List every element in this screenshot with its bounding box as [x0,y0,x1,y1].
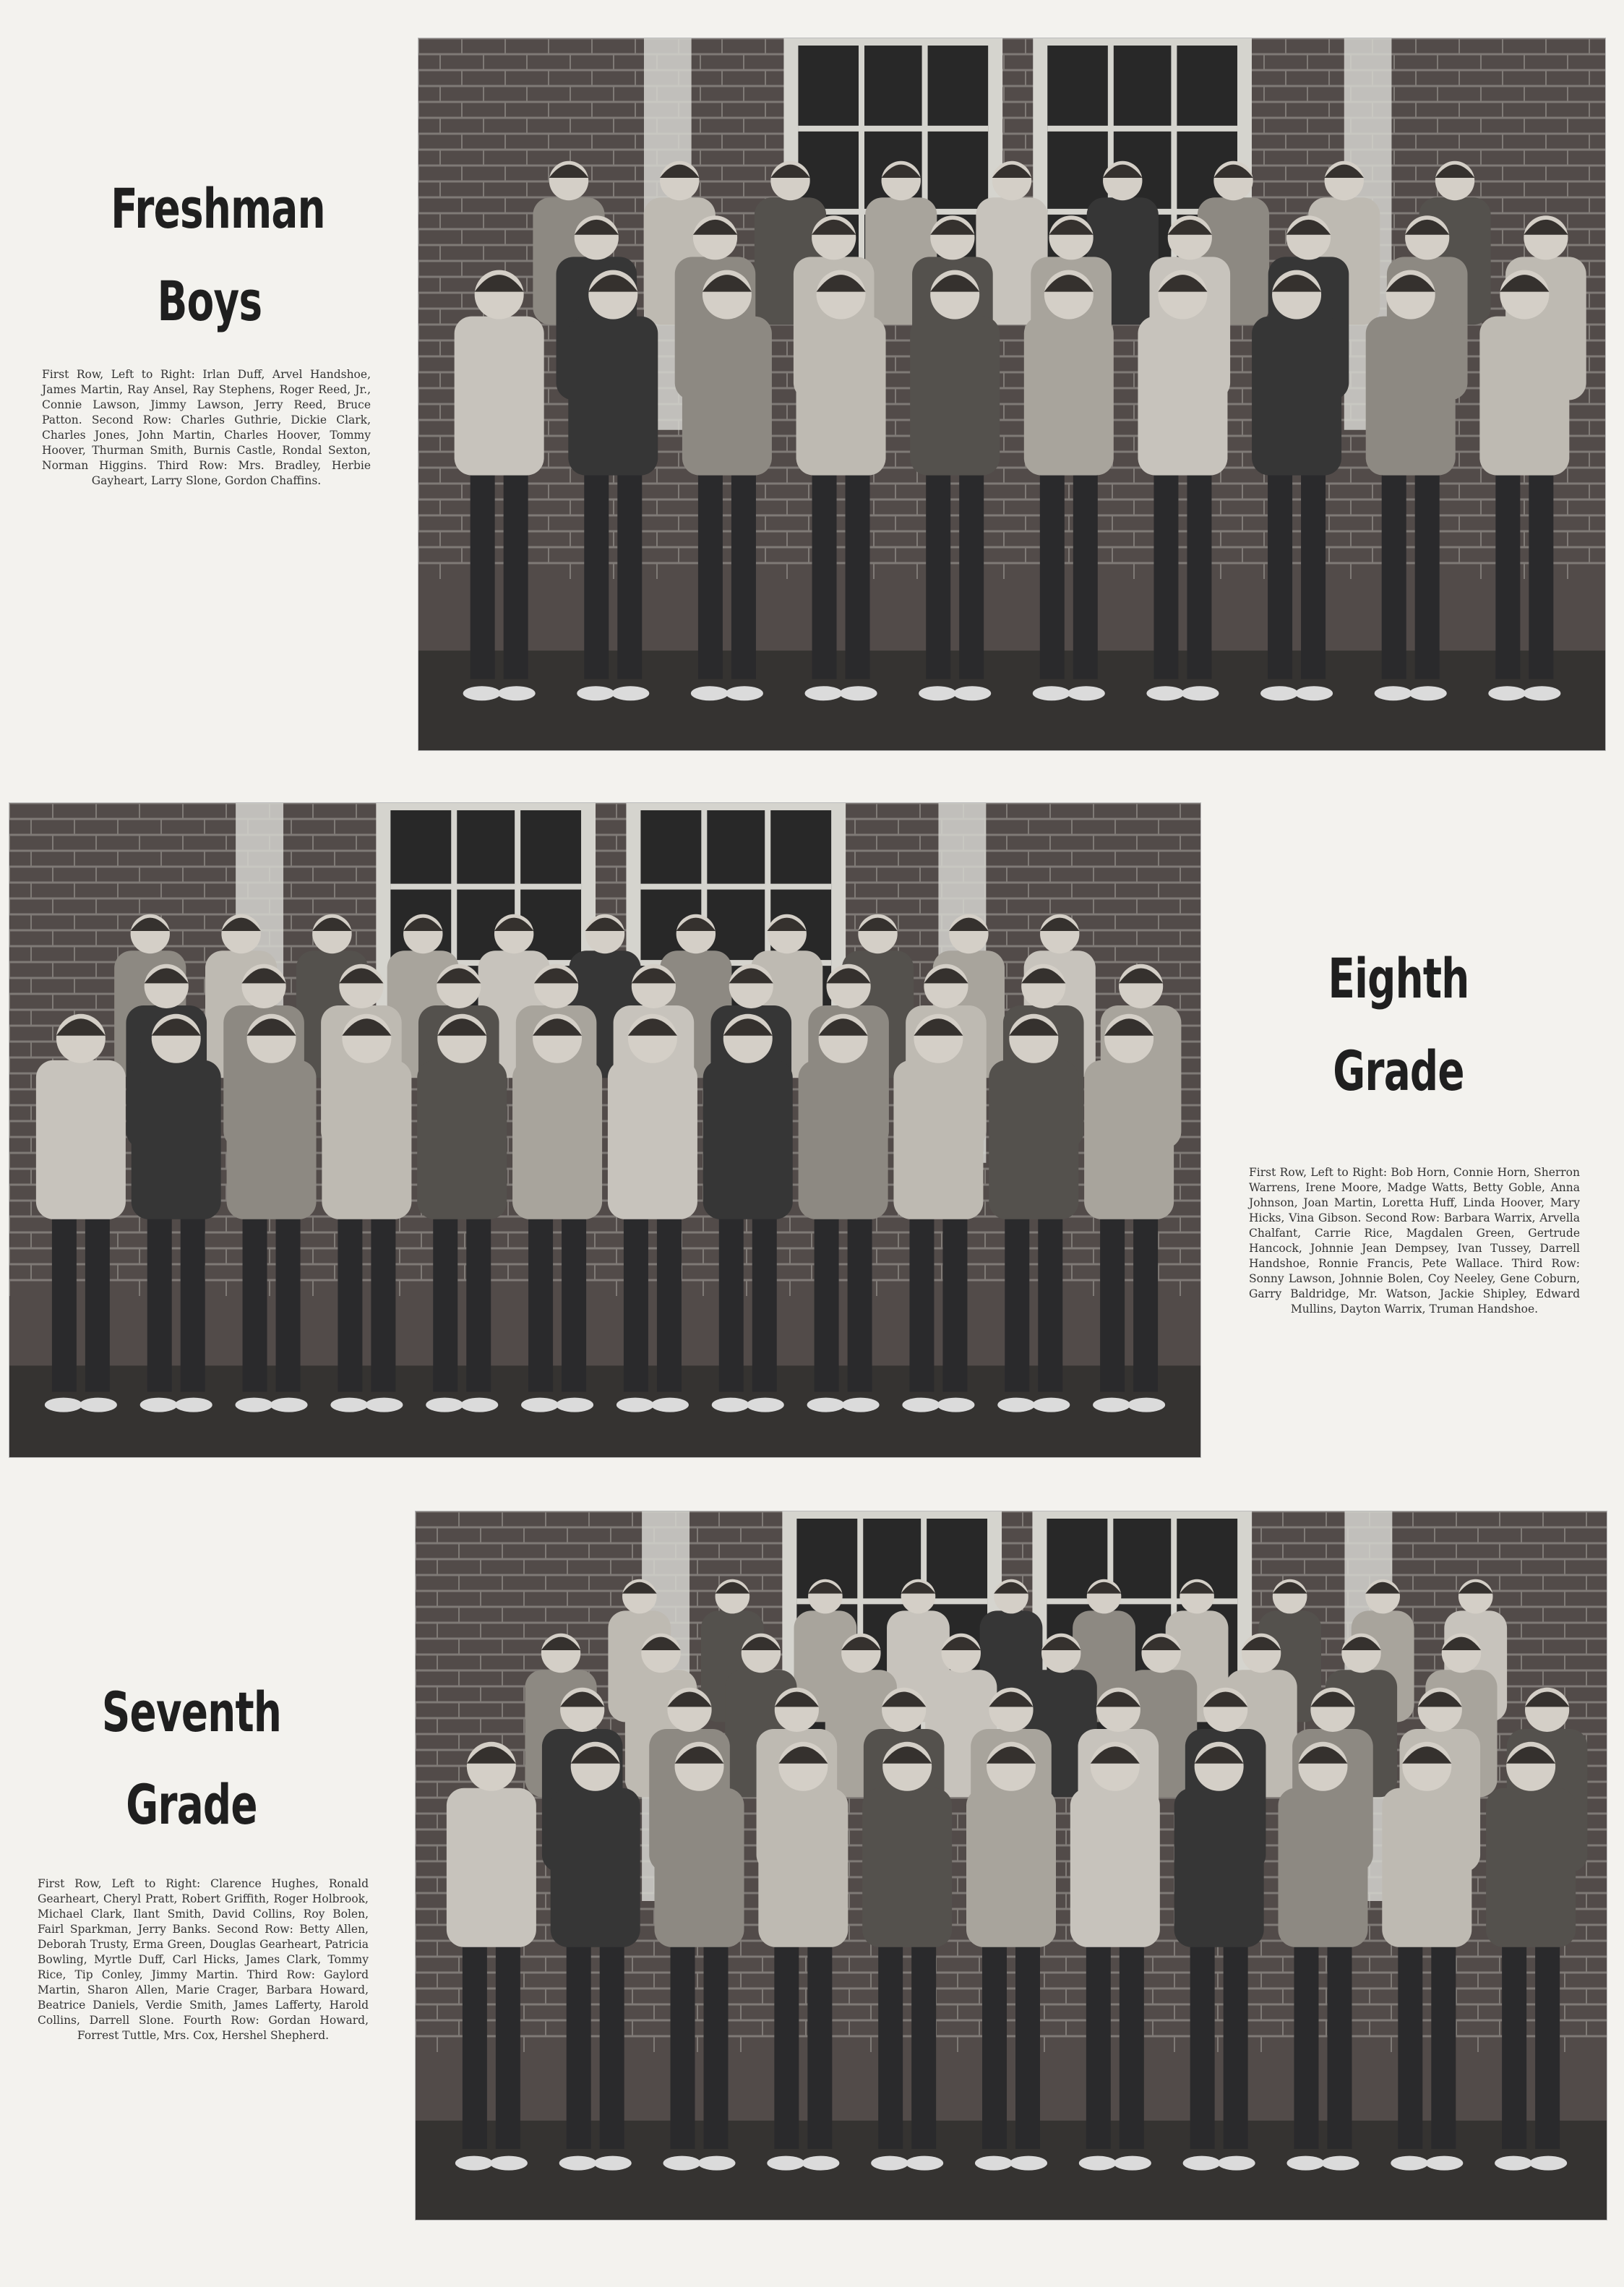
freshman-caption-text: First Row, Left to Right: Irlan Duff, Arvel Handshoe, James Martin, Ray Ansel, Ray Stephens, Roger Reed, Jr., Connie Lawson, Jimmy Lawson, Jerry Reed, Bruce Patton. Second Row: Charles Guthrie, Dickie Clark, Charles Jones, John Martin, Charles Hoover, Tommy Hoover, Thurman Smith, Burnis Castle, Rondal Sexton, Norman Higgins. Third Row: Mrs. Bradley, Herbie Gayheart, Larry Slone, Gordon Chaffins. [42,368,371,487]
seventh-photo-image [416,1511,1607,2220]
eighth-title [1294,932,1503,1117]
eighth-caption [1249,1165,1580,1317]
freshman-photo-image [418,38,1605,750]
seventh-caption [38,1876,369,2043]
freshman-caption [42,367,371,489]
eighth-title-line1: Eighth [1328,946,1469,1011]
freshman-title [111,163,325,348]
freshman-photo [418,38,1606,751]
seventh-photo [415,1511,1607,2221]
eighth-caption-text: First Row, Left to Right: Bob Horn, Connie Horn, Sherron Warrens, Irene Moore, Madge Watts, Betty Goble, Anna Johnson, Joan Martin, Loretta Huff, Linda Hoover, Mary Hicks, Vina Gibson. Second Row: Barbara Warrix, Arvella Chalfant, Carrie Rice, Magdalen Green, Gertrude Hancock, Johnnie Jean Dempsey, Ivan Tussey, Darrell Handshoe, Ronnie Francis, Pete Wallace. Third Row: Sonny Lawson, Johnnie Bolen, Coy Neeley, Gene Coburn, Garry Baldridge, Mr. Watson, Jackie Shipley, Edward Mullins, Dayton Warrix, Truman Handshoe. [1249,1166,1580,1316]
freshman-title-line1: Freshman [111,176,325,241]
seventh-title-line2: Grade [126,1772,257,1837]
eighth-title-line2: Grade [1333,1039,1464,1103]
seventh-title [93,1666,291,1851]
freshman-title-line2: Boys [157,269,262,333]
eighth-photo-image [9,803,1200,1457]
seventh-title-line1: Seventh [101,1680,282,1744]
seventh-caption-text: First Row, Left to Right: Clarence Hughes, Ronald Gearheart, Cheryl Pratt, Robert Griffith, Roger Holbrook, Michael Clark, Ilant Smith, David Collins, Roy Bolen, Fairl Sparkman, Jerry Banks. Second Row: Betty Allen, Deborah Trusty, Erma Green, Douglas Gearheart, Patricia Bowling, Myrtle Duff, Carl Hicks, James Clark, Tommy Rice, Tip Conley, Jimmy Martin. Third Row: Gaylord Martin, Sharon Allen, Marie Crager, Barbara Howard, Beatrice Daniels, Verdie Smith, James Lafferty, Harold Collins, Darrell Slone. Fourth Row: Gordan Howard, Forrest Tuttle, Mrs. Cox, Hershel Shepherd. [38,1877,369,2042]
eighth-photo [9,802,1201,1458]
